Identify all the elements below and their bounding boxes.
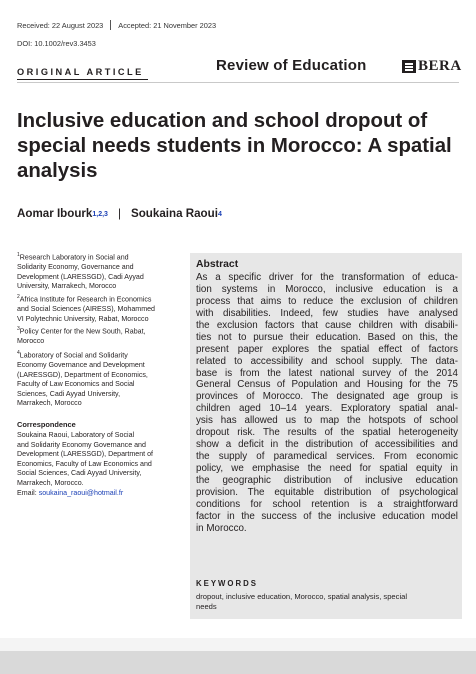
- abstract-line: related to accessibility and school supply. The data-: [196, 355, 458, 367]
- publication-dates: [17, 20, 216, 30]
- abstract-line: policy, we emphasise the need for spatial equity in: [196, 463, 458, 474]
- author-separator: |: [117, 207, 121, 220]
- keywords-line: dropout, inclusive education, Morocco, spatial analysis, special: [196, 592, 408, 601]
- affiliation-line: Africa Institute for Research in Economics: [19, 295, 152, 304]
- abstract-line: the supply of paramedical services. From economic: [196, 451, 458, 463]
- abstract-line: process that aims to reduce the exclusion of children: [196, 295, 458, 307]
- correspondence-line: Economics, Faculty of Law Economics and: [17, 459, 152, 468]
- title-line: Inclusive education and school dropout of: [17, 110, 428, 132]
- affiliation-line: Solidarity Economy, Governance and: [17, 262, 134, 271]
- abstract-line: in Morocco.: [196, 522, 247, 534]
- affiliation-line: VI Polytechnic University, Rabat, Morocco: [17, 314, 149, 323]
- affiliation-line: Research Laboratory in Social and: [19, 253, 129, 262]
- keywords-list: [196, 592, 456, 613]
- keywords-line: needs: [196, 602, 217, 612]
- correspondence-line: Development (LARESSGD), Department of: [17, 450, 154, 459]
- received-date: Received: 22 August 2023: [17, 20, 104, 30]
- email-label: Email:: [17, 488, 39, 497]
- abstract-line: factor in the success of the inclusive education model: [196, 510, 458, 522]
- affiliation-number: 1: [17, 252, 20, 258]
- accepted-date: Accepted: 21 November 2023: [118, 20, 217, 30]
- affiliation-3: [17, 325, 175, 347]
- affiliation-line: and Social Sciences (AIRESS), Mohammed: [17, 304, 155, 313]
- affiliation-line: Policy Center for the New South, Rabat,: [19, 327, 146, 336]
- bera-logo-text: BERA: [418, 58, 462, 74]
- correspondence-line: Marrakech, Morocco.: [17, 478, 84, 487]
- header-divider: [17, 82, 459, 83]
- abstract-line: dropout risk. The results of the spatial heterogeneity: [196, 427, 458, 439]
- abstract-line: show a deficit in the distribution of accessibilities and: [196, 439, 458, 451]
- correspondence-line: and Solidarity Economy Governance and: [17, 440, 146, 449]
- correspondence-email-link[interactable]: soukaina_raoui@hotmail.fr: [38, 488, 124, 497]
- affiliation-line: (LARESSGD), Department of Economics,: [17, 370, 148, 379]
- abstract-line: with disabilities. Indeed, few studies have analysed: [196, 307, 458, 319]
- affiliation-1: [17, 251, 175, 292]
- abstract-line: the exclusion factors that cause children with disabili-: [196, 319, 458, 331]
- correspondence-details: [17, 431, 175, 498]
- author-affiliation-ref[interactable]: 1,2,3: [92, 211, 108, 218]
- abstract-line: present paper explores the spatial effect of factors: [196, 343, 458, 355]
- abstract-line: As a specific driver for the transformation of educa-: [196, 272, 458, 283]
- article-title: [17, 109, 457, 184]
- correspondence-line: Soukaina Raoui, Laboratory of Social: [17, 431, 135, 439]
- affiliation-number: 3: [17, 326, 20, 332]
- abstract-line: tion systems in Morocco, inclusive education is a: [196, 283, 458, 295]
- viewer-scrollbar-area: [0, 651, 476, 674]
- bera-logo-icon: [402, 60, 416, 73]
- abstract-line: base is from the latest national survey of the 2014: [196, 367, 458, 379]
- affiliation-line: Morocco: [17, 336, 45, 345]
- abstract-line: provinces of Morocco. The designated age group is: [196, 391, 458, 403]
- journal-name: Review of Education: [216, 57, 367, 74]
- keywords-heading: KEYWORDS: [196, 579, 258, 588]
- affiliation-line: University, Marrakech, Morocco: [17, 282, 117, 291]
- affiliation-line: Faculty of Law Economics and Social: [17, 380, 135, 389]
- abstract-line: the geographic distribution of inclusive education: [196, 474, 458, 486]
- abstract-line: ties not to pursue their education. Based on this, the: [196, 331, 458, 343]
- abstract-line: provision. The equitable distribution of psychological: [196, 486, 458, 498]
- affiliation-line: Development (LARESSGD), Cadi Ayyad: [17, 272, 144, 281]
- correspondence-line: Social Sciences, Cadi Ayyad University,: [17, 469, 142, 478]
- affiliation-line: Economy Governance and Development: [17, 360, 145, 369]
- article-type: ORIGINAL ARTICLE: [17, 67, 144, 77]
- abstract-line: ysis has allowed us to map the hotspots of school: [196, 415, 458, 427]
- doi[interactable]: DOI: 10.1002/rev3.3453: [17, 39, 96, 48]
- page-bottom-margin: [0, 638, 476, 651]
- author-list: [17, 207, 222, 220]
- title-line: analysis: [17, 160, 98, 182]
- abstract-line: children aged 10–14 years. Exploratory spatial anal-: [196, 403, 458, 415]
- abstract-line: General Census of Population and Housing for the 75: [196, 379, 458, 391]
- title-line: special needs students in Morocco: A spatial: [17, 135, 452, 157]
- affiliation-number: 2: [17, 294, 20, 300]
- bera-logo: [402, 58, 462, 75]
- correspondence-heading: Correspondence: [17, 420, 76, 429]
- article-type-underline: [17, 79, 148, 80]
- abstract-text: [196, 272, 458, 535]
- abstract-heading: Abstract: [196, 259, 239, 270]
- affiliation-2: [17, 293, 175, 324]
- author-name[interactable]: Aomar Ibourk: [17, 207, 93, 220]
- abstract-line: conditions for school retention is a straightforward: [196, 498, 458, 510]
- affiliation-line: Laboratory of Social and Solidarity: [19, 351, 128, 360]
- affiliation-line: Sciences, Cadi Ayyad University,: [17, 389, 121, 398]
- affiliation-line: Marrakech, Morocco: [17, 399, 82, 408]
- author-affiliation-ref[interactable]: 4: [217, 211, 222, 218]
- date-separator: [110, 20, 111, 30]
- affiliation-4: [17, 349, 175, 409]
- affiliation-number: 4: [17, 350, 20, 356]
- author-name[interactable]: Soukaina Raoui: [130, 207, 218, 220]
